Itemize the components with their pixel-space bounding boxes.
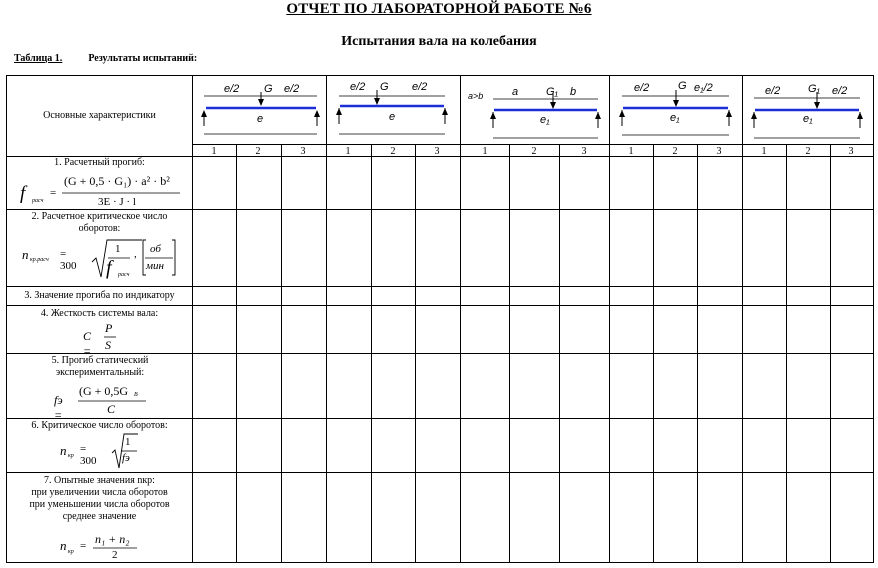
svg-text:e: e	[257, 113, 264, 125]
row-6-label: 6. Критическое число оборотов:	[31, 420, 168, 431]
svg-text:3: 3	[581, 146, 587, 157]
row-4-label: 4. Жесткость системы вала:	[40, 308, 159, 319]
svg-text:2: 2	[531, 146, 537, 157]
svg-text:3: 3	[434, 146, 440, 157]
svg-text:e/2: e/2	[284, 83, 300, 95]
svg-text:3: 3	[300, 146, 306, 157]
table-label: Таблица 1.	[14, 53, 63, 64]
report-subtitle: Испытания вала на колебания	[341, 34, 537, 49]
svg-text:2: 2	[672, 146, 678, 157]
svg-text:e₁: e₁	[803, 113, 813, 125]
scheme-1-drawing	[201, 83, 320, 134]
svg-text:G: G	[678, 80, 687, 92]
svg-text:a>b: a>b	[468, 91, 484, 101]
row-3-label: 3. Значение прогиба по индикатору	[24, 290, 175, 301]
svg-text:2: 2	[805, 146, 811, 157]
svg-text:3: 3	[716, 146, 722, 157]
row-7-line-increase: при увеличении числа оборотов	[31, 487, 168, 498]
row-7-label	[7, 475, 192, 523]
svg-text:e₁/2: e₁/2	[694, 82, 713, 94]
scheme-3-drawing	[468, 86, 601, 138]
svg-text:e/2: e/2	[765, 85, 781, 97]
svg-text:1: 1	[761, 146, 767, 157]
row-1-label: 1. Расчетный прогиб:	[54, 157, 145, 168]
svg-text:1: 1	[211, 146, 217, 157]
svg-text:e/2: e/2	[634, 82, 650, 94]
svg-text:2: 2	[255, 146, 261, 157]
row-2-label: 2. Расчетное критическое число оборотов:	[31, 211, 168, 234]
svg-text:G₁: G₁	[808, 83, 821, 95]
svg-text:1: 1	[628, 146, 634, 157]
report-title: ОТЧЕТ ПО ЛАБОРАТОРНОЙ РАБОТЕ №6	[286, 1, 592, 17]
svg-text:a: a	[512, 86, 519, 98]
svg-text:1: 1	[482, 146, 488, 157]
scheme-2-drawing	[336, 81, 448, 134]
svg-text:e/2: e/2	[350, 81, 366, 93]
row-7-title: 7. Опытные значения nкр:	[44, 475, 155, 486]
row-5-label: 5. Прогиб статический экспериментальный:	[51, 355, 149, 378]
table-description: Результаты испытаний:	[88, 53, 198, 64]
column-number-row	[212, 146, 854, 157]
svg-text:G: G	[380, 81, 389, 93]
scheme-4-drawing	[619, 80, 732, 135]
svg-text:e/2: e/2	[832, 85, 848, 97]
svg-text:G₁: G₁	[546, 86, 559, 98]
svg-text:e/2: e/2	[412, 81, 428, 93]
svg-text:3: 3	[848, 146, 854, 157]
svg-text:1: 1	[345, 146, 351, 157]
svg-text:e: e	[389, 111, 396, 123]
svg-text:G: G	[264, 83, 273, 95]
svg-text:e/2: e/2	[224, 83, 240, 95]
column-head-label: Основные характеристики	[43, 110, 156, 121]
svg-text:2: 2	[390, 146, 396, 157]
scheme-5-drawing	[751, 83, 863, 138]
svg-text:b: b	[570, 86, 577, 98]
svg-text:e₁: e₁	[670, 112, 680, 124]
svg-text:e₁: e₁	[540, 114, 550, 126]
row-7-line-average: среднее значение	[62, 511, 137, 522]
row-7-line-decrease: при уменьшении числа оборотов	[29, 499, 170, 510]
